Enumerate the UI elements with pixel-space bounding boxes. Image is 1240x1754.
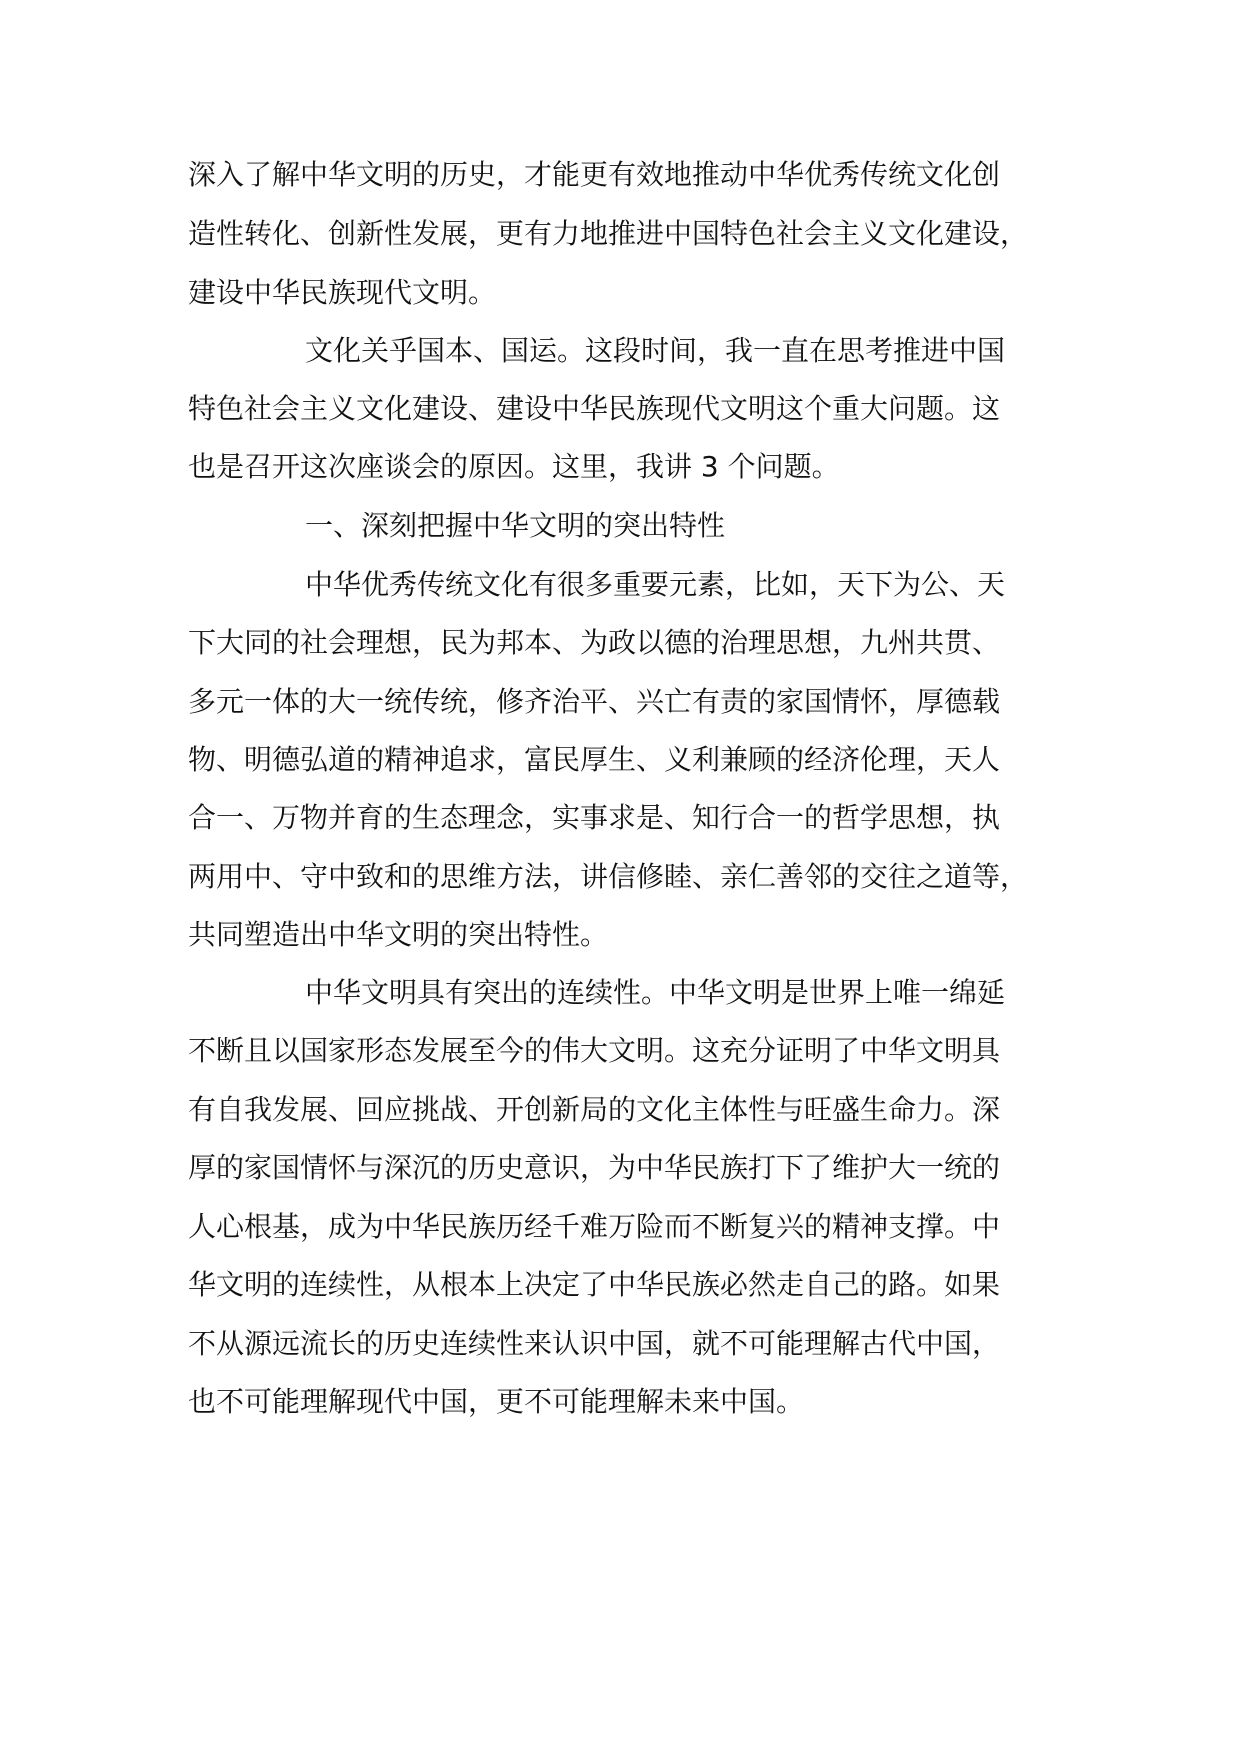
text-line-13: 两用中、守中致和的思维方法，讲信修睦、亲仁善邻的交往之道等， <box>188 860 1029 893</box>
text-line-1: 深入了解中华文明的历史，才能更有效地推动中华优秀传统文化创 <box>188 158 1001 191</box>
text-line-19: 人心根基，成为中华民族历经千难万险而不断复兴的精神支撑。中 <box>188 1210 1001 1243</box>
text-line-3: 建设中华民族现代文明。 <box>188 276 497 309</box>
text-line-15: 中华文明具有突出的连续性。中华文明是世界上唯一绵延 <box>305 976 1006 1009</box>
text-line-14: 共同塑造出中华文明的突出特性。 <box>188 918 609 951</box>
text-line-22: 也不可能理解现代中国，更不可能理解未来中国。 <box>188 1385 805 1418</box>
section-heading: 一、深刻把握中华文明的突出特性 <box>305 509 726 542</box>
text-line-17: 有自我发展、回应挑战、开创新局的文化主体性与旺盛生命力。深 <box>188 1093 1001 1126</box>
text-line-9: 下大同的社会理想，民为邦本、为政以德的治理思想，九州共贯、 <box>188 626 1001 659</box>
text-line-4: 文化关乎国本、国运。这段时间，我一直在思考推进中国 <box>305 334 1006 367</box>
text-line-21: 不从源远流长的历史连续性来认识中国，就不可能理解古代中国， <box>188 1327 1001 1360</box>
text-line-11: 物、明德弘道的精神追求，富民厚生、义利兼顾的经济伦理，天人 <box>188 743 1001 776</box>
text-line-10: 多元一体的大一统传统，修齐治平、兴亡有责的家国情怀，厚德载 <box>188 685 1001 718</box>
text-line-5: 特色社会主义文化建设、建设中华民族现代文明这个重大问题。这 <box>188 392 1001 425</box>
text-line-20: 华文明的连续性，从根本上决定了中华民族必然走自己的路。如果 <box>188 1268 1001 1301</box>
text-line-12: 合一、万物并育的生态理念，实事求是、知行合一的哲学思想，执 <box>188 801 1001 834</box>
text-line-18: 厚的家国情怀与深沉的历史意识，为中华民族打下了维护大一统的 <box>188 1151 1001 1184</box>
text-line-2: 造性转化、创新性发展，更有力地推进中国特色社会主义文化建设， <box>188 217 1029 250</box>
text-line-6: 也是召开这次座谈会的原因。这里，我讲 3 个问题。 <box>188 450 840 483</box>
text-line-16: 不断且以国家形态发展至今的伟大文明。这充分证明了中华文明具 <box>188 1034 1001 1067</box>
text-line-8: 中华优秀传统文化有很多重要元素，比如，天下为公、天 <box>305 568 1006 601</box>
